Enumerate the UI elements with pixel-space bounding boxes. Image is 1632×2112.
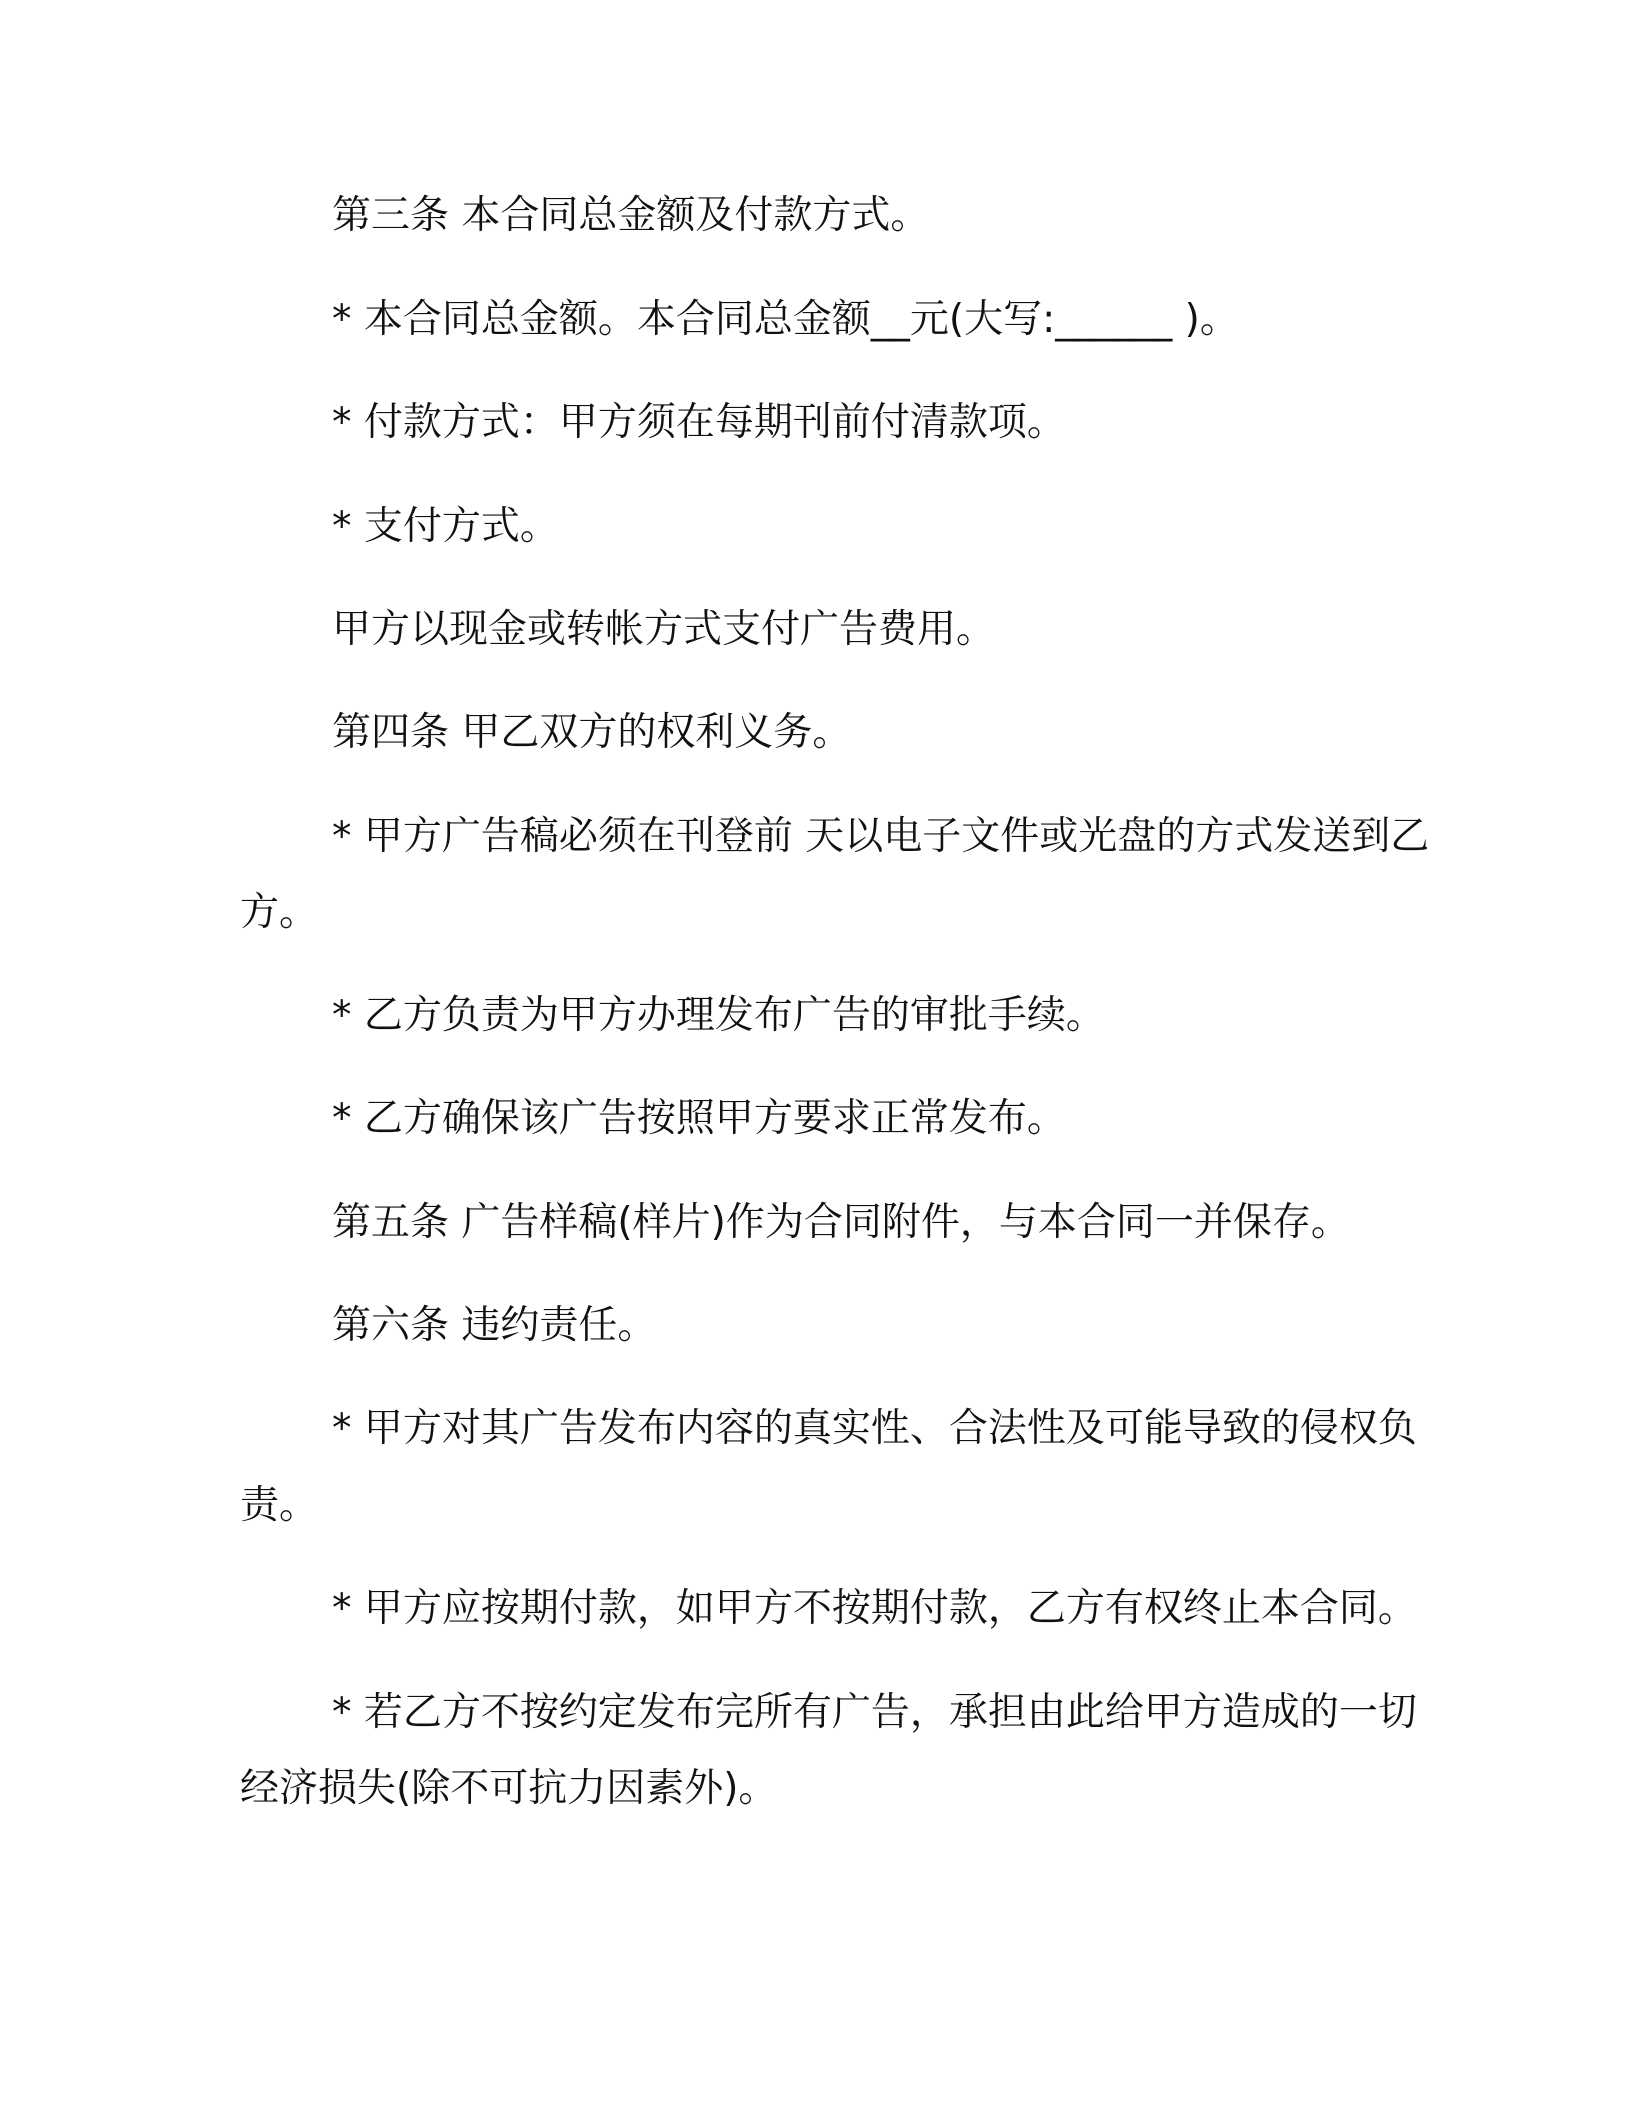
clause-payment-method: * 付款方式：甲方须在每期刊前付清款项。: [332, 400, 1066, 445]
article-5-text: 第五条 广告样稿(样片)作为合同附件，与本合同一并保存。: [332, 1200, 1350, 1245]
clause-breach-line-2: 经济损失(除不可抗力因素外)。: [240, 1766, 778, 1811]
clause-publish-guarantee: * 乙方确保该广告按照甲方要求正常发布。: [332, 1096, 1066, 1141]
clause-liability-line-2: 责。: [240, 1483, 319, 1528]
clause-breach-line-1: * 若乙方不按约定发布完所有广告，承担由此给甲方造成的一切: [332, 1690, 1417, 1735]
article-4-heading: 第四条 甲乙双方的权利义务。: [332, 710, 852, 755]
clause-liability-line-1: * 甲方对其广告发布内容的真实性、合法性及可能导致的侵权负: [332, 1406, 1417, 1451]
clause-ad-draft-line-1: * 甲方广告稿必须在刊登前 天以电子文件或光盘的方式发送到乙: [332, 814, 1430, 859]
clause-payment-means: * 支付方式。: [332, 504, 559, 549]
article-3-heading: 第三条 本合同总金额及付款方式。: [332, 193, 930, 238]
clause-approval: * 乙方负责为甲方办理发布广告的审批手续。: [332, 993, 1105, 1038]
clause-timely-payment: * 甲方应按期付款，如甲方不按期付款，乙方有权终止本合同。: [332, 1586, 1417, 1631]
article-6-heading: 第六条 违约责任。: [332, 1303, 657, 1348]
clause-ad-draft-line-2: 方。: [240, 890, 319, 935]
clause-total-amount: * 本合同总金额。本合同总金额__元(大写:______ )。: [332, 297, 1239, 342]
payment-means-text: 甲方以现金或转帐方式支付广告费用。: [332, 607, 996, 652]
